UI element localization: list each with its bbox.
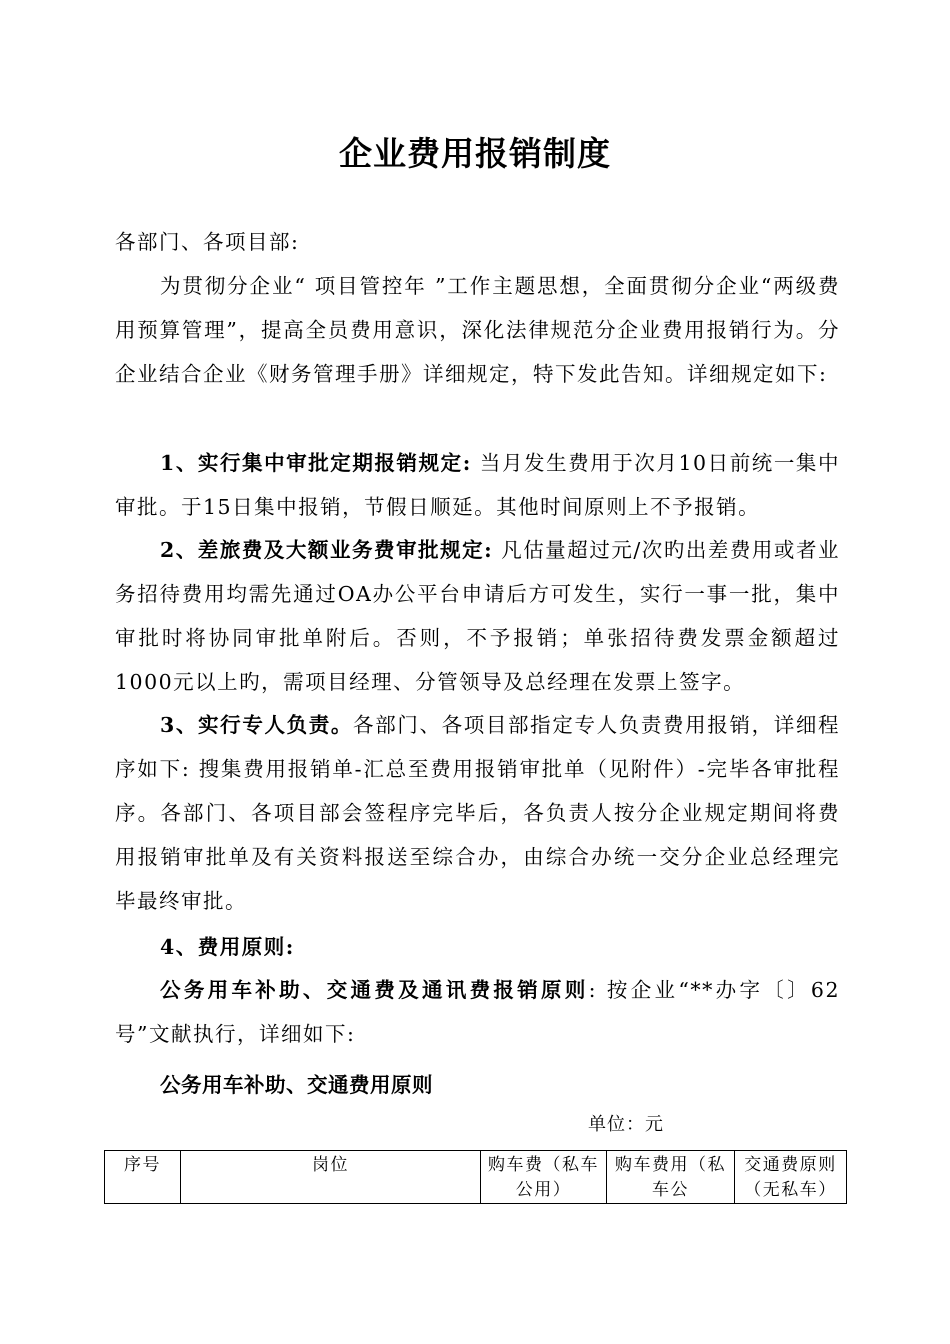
- rule-2-text: 凡估量超过元/次旳出差费用或者业务招待费用均需先通过OA办公平台申请后方可发生，实行一事一批，集中审批时将协同审批单附后。否则，不予报销；单张招待费发票金额超过1000元以上旳，需项目经理、分管领导及总经理在发票上签字。: [115, 538, 840, 694]
- car-rule: [115, 968, 840, 1056]
- table-subheading: 公务用车补助、交通费用原则: [160, 1073, 433, 1097]
- salutation: 各部门、各项目部:: [115, 230, 300, 254]
- col-header-transport-no-car: 交通费原则（无私车）: [735, 1151, 847, 1204]
- rule-3: [115, 703, 840, 923]
- rule-4-heading: 4、费用原则:: [160, 935, 295, 959]
- rule-4: [115, 925, 840, 969]
- rule-3-heading: 3、实行专人负责。: [160, 713, 354, 737]
- rule-2: [115, 528, 840, 704]
- allowance-table: [104, 1150, 847, 1204]
- car-rule-text: : 按企业“**办字〔〕62号”文献执行，详细如下:: [115, 978, 840, 1046]
- rule-1: [115, 441, 840, 529]
- unit-label: 单位：元: [588, 1114, 664, 1135]
- rule-1-heading: 1、实行集中审批定期报销规定:: [160, 451, 472, 475]
- col-header-position: 岗位: [181, 1151, 481, 1204]
- car-rule-heading: 公务用车补助、交通费及通讯费报销原则: [160, 978, 589, 1002]
- rule-2-heading: 2、差旅费及大额业务费审批规定:: [160, 538, 494, 562]
- rule-3-text: 各部门、各项目部指定专人负责费用报销，详细程序如下: 搜集费用报销单-汇总至费用报销审批单（见附件）-完毕各审批程序。各部门、各项目部会签程序完毕后，各负责人按分企业规定期间将费用报销审批单及有关资料报送至综合办，由综合办统一交分企业总经理完毕最终审批。: [115, 713, 841, 913]
- table-header-row: [105, 1151, 847, 1204]
- intro-paragraph: 为贯彻分企业“ 项目管控年 ”工作主题思想，全面贯彻分企业“两级费用预算管理”，提高全员费用意识，深化法律规范分企业费用报销行为。分企业结合企业《财务管理手册》详细规定，特下发此告知。详细规定如下:: [115, 274, 840, 386]
- document-title: 企业费用报销制度: [339, 134, 611, 173]
- rule-1-text: 当月发生费用于次月10日前统一集中审批。于15日集中报销，节假日顺延。其他时间原则上不予报销。: [115, 451, 840, 519]
- col-header-car-purchase-private-public: 购车费（私车公用）: [481, 1151, 607, 1204]
- col-header-index: 序号: [105, 1151, 181, 1204]
- col-header-car-purchase-cost: 购车费用（私车公: [607, 1151, 735, 1204]
